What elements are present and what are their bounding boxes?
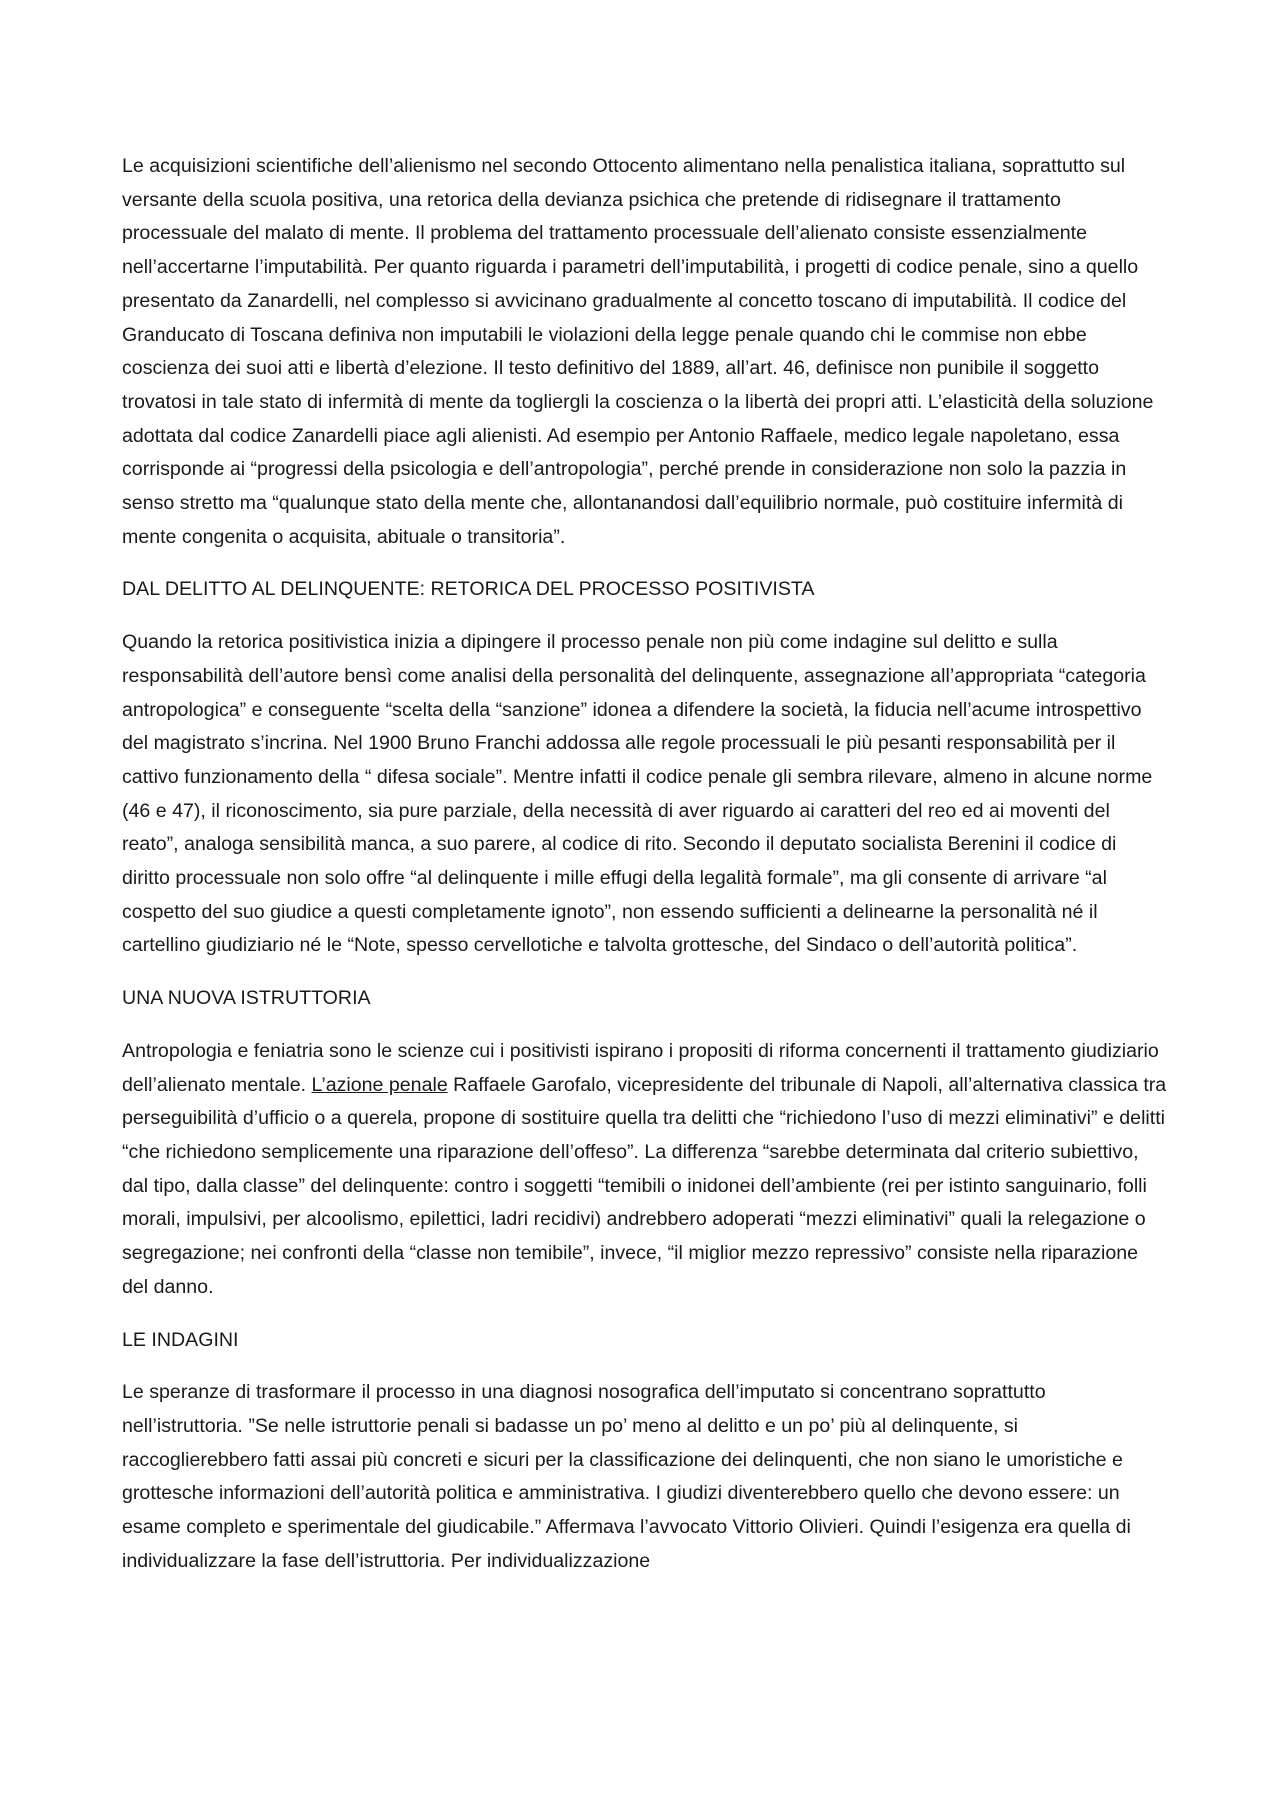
section-heading-indagini: LE INDAGINI [122, 1328, 239, 1351]
document-body [122, 150, 1167, 1597]
paragraph-text: Antropologia e feniatria sono le scienze cui i positivisti ispirano i propositi di riforma concernenti il trattamento giudiziario dell’alienato mentale. [122, 1039, 1159, 1096]
paragraph-text: Raffaele Garofalo, vicepresidente del tribunale di Napoli, all’alternativa classica tra perseguibilità d’ufficio o a querela, propone di sostituire quella tra delitti che “richiedono l’uso di mezzi eliminativi” e delitti “che richiedono semplicemente una riparazione dell’offeso”. La differenza “sarebbe determinata dal criterio subiettivo, dal tipo, dalla classe” del delinquente: contro i soggetti “temibili o inidonei dell’ambiente (rei per istinto sanguinario, folli morali, impulsivi, per alcoolismo, epilettici, ladri recidivi) andrebbero adoperati “mezzi eliminativi” quali la relegazione o segregazione; nei confronti della “classe non temibile”, invece, “il miglior mezzo repressivo” consiste nella riparazione del danno. [122, 1073, 1167, 1298]
section-heading-delitto-delinquente: DAL DELITTO AL DELINQUENTE: RETORICA DEL PROCESSO POSITIVISTA [122, 578, 815, 601]
paragraph-alienismo: Le acquisizioni scientifiche dell’alienismo nel secondo Ottocento alimentano nella penalistica italiana, soprattutto sul versante della scuola positiva, una retorica della devianza psichica che pretende di ridisegnare il trattamento processuale del malato di mente. Il problema del trattamento processuale dell’alienato consiste essenzialmente nell’accertarne l’imputabilità. Per quanto riguarda i parametri dell’imputabilità, i progetti di codice penale, sino a quello presentato da Zanardelli, nel complesso si avvicinano gradualmente al concetto toscano di imputabilità. Il codice del Granducato di Toscana definiva non imputabili le violazioni della legge penale quando chi le commise non ebbe coscienza dei suoi atti e libertà d’elezione. Il testo definitivo del 1889, all’art. 46, definisce non punibile il soggetto trovatosi in tale stato di infermità di mente da togliergli la coscienza o la libertà dei propri atti. L’elasticità della soluzione adottata dal codice Zanardelli piace agli alienisti. Ad esempio per Antonio Raffaele, medico legale napoletano, essa corrisponde ai “progressi della psicologia e dell’antropologia”, perché prende in considerazione non solo la pazzia in senso stretto ma “qualunque stato della mente che, allontanandosi dall’equilibrio normale, può costituire infermità di mente congenita o acquisita, abituale o transitoria”. [122, 155, 1154, 548]
paragraph-retorica-positivistica: Quando la retorica positivistica inizia a dipingere il processo penale non più come indagine sul delitto e sulla responsabilità dell’autore bensì come analisi della personalità del delinquente, assegnazione all’appropriata “categoria antropologica” e conseguente “scelta della “sanzione” idonea a difendere la società, la fiducia nell’acume introspettivo del magistrato s’incrina. Nel 1900 Bruno Franchi addossa alle regole processuali le più pesanti responsabilità per il cattivo funzionamento della “ difesa sociale”. Mentre infatti il codice penale gli sembra rilevare, almeno in alcune norme (46 e 47), il riconoscimento, sia pure parziale, della necessità di aver riguardo ai caratteri del reo ed ai moventi del reato”, analoga sensibilità manca, a suo parere, al codice di rito. Secondo il deputato socialista Berenini il codice di diritto processuale non solo offre “al delinquente i mille effugi della legalità formale”, ma gli consente di arrivare “al cospetto del suo giudice a questi completamente ignoto”, non essendo sufficienti a delinearne la personalità né il cartellino giudiziario né le “Note, spesso cervellotiche e talvolta grottesche, del Sindaco o dell’autorità politica”. [122, 631, 1153, 957]
paragraph-antropologia-feniatria [122, 1035, 1167, 1305]
section-heading-nuova-istruttoria: UNA NUOVA ISTRUTTORIA [122, 987, 371, 1010]
paragraph-indagini: Le speranze di trasformare il processo in una diagnosi nosografica dell’imputato si concentrano soprattutto nell’istruttoria. ”Se nelle istruttorie penali si badasse un po’ meno al delitto e un po’ più al delinquente, si raccoglierebbero fatti assai più concreti e sicuri per la classificazione dei delinquenti, che non siano le umoristiche e grottesche informazioni dell’autorità politica e amministrativa. I giudizi diventerebbero quello che devono essere: un esame completo e sperimentale del giudicabile.” Affermava l’avvocato Vittorio Olivieri. Quindi l’esigenza era quella di individualizzare la fase dell’istruttoria. Per individualizzazione [122, 1381, 1131, 1572]
underlined-term-azione-penale: L’azione penale [311, 1073, 448, 1096]
